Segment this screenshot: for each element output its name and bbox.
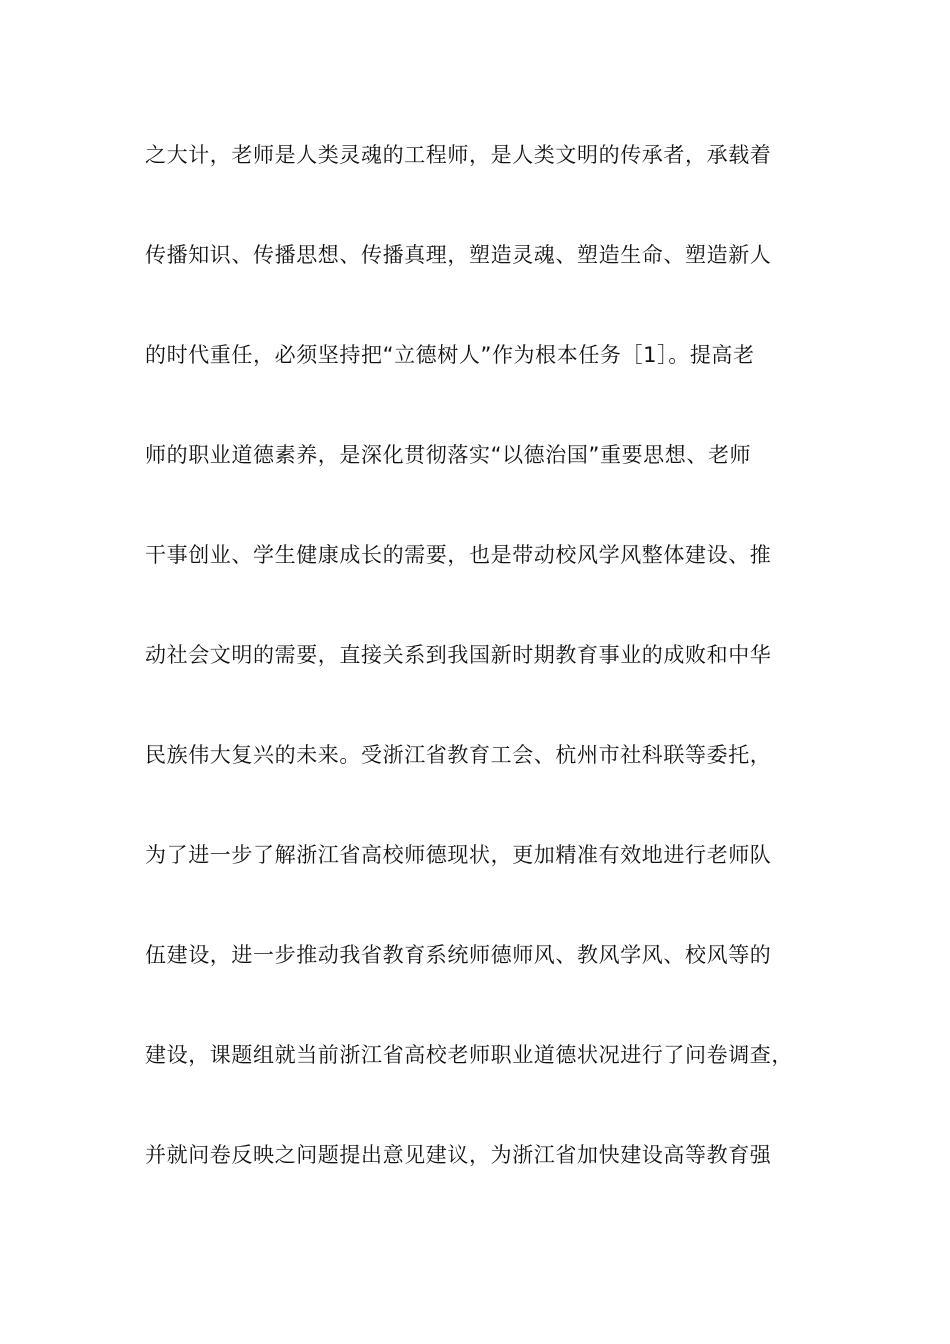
paragraph-line: 动社会文明的需要，直接关系到我国新时期教育事业的成败和中华: [145, 643, 772, 667]
paragraph-line: 师的职业道德素养，是深化贯彻落实“以德治国”重要思想、老师: [145, 443, 752, 467]
paragraph-line: 并就问卷反映之问题提出意见建议，为浙江省加快建设高等教育强: [145, 1143, 772, 1167]
paragraph-line: 建设，课题组就当前浙江省高校老师职业道德状况进行了问卷调查，: [145, 1043, 793, 1067]
paragraph-line: 的时代重任，必须坚持把“立德树人”作为根本任务［1］。提高老: [145, 343, 755, 367]
body-paragraph: [145, 130, 845, 1230]
paragraph-line: 干事创业、学生健康成长的需要，也是带动校风学风整体建设、推: [145, 543, 772, 567]
paragraph-line: 为了进一步了解浙江省高校师德现状，更加精准有效地进行老师队: [145, 843, 772, 867]
paragraph-line: 伍建设，进一步推动我省教育系统师德师风、教风学风、校风等的: [145, 943, 772, 967]
paragraph-line: 民族伟大复兴的未来。受浙江省教育工会、杭州市社科联等委托，: [145, 743, 772, 767]
paragraph-line: 传播知识、传播思想、传播真理，塑造灵魂、塑造生命、塑造新人: [145, 243, 772, 267]
paragraph-line: 之大计，老师是人类灵魂的工程师，是人类文明的传承者，承载着: [145, 143, 772, 167]
